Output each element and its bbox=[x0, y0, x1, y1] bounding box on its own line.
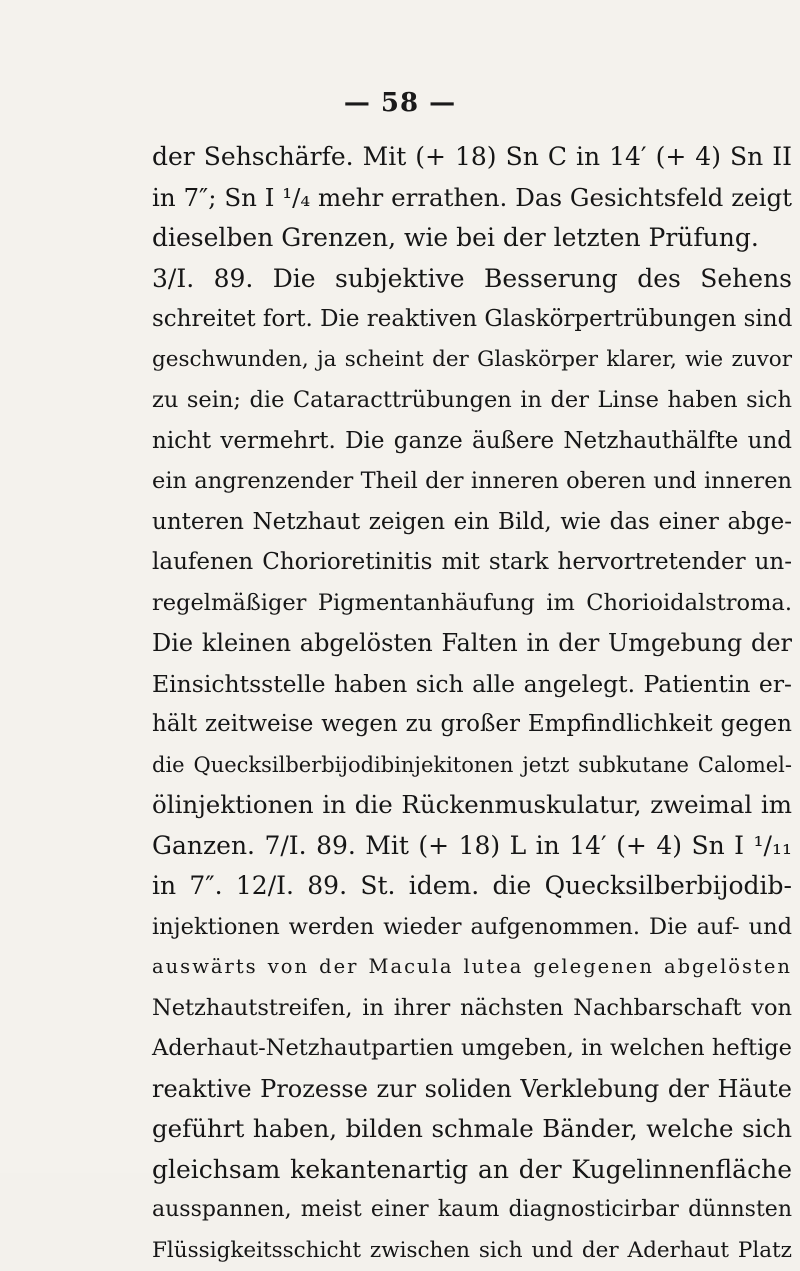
text-line: geschwunden, ja scheint der Glaskörper klarer, wie zuvor bbox=[152, 340, 792, 381]
text-line: die Quecksilberbijodibinjekitonen jetzt subkutane Calomel- bbox=[152, 745, 792, 786]
text-line: ölinjektionen in die Rückenmuskulatur, zweimal im bbox=[152, 785, 792, 826]
text-line: Netzhautstreifen, in ihrer nächsten Nachbarschaft von bbox=[152, 988, 792, 1029]
text-line: gleichsam kekantenartig an der Kugelinnenfläche bbox=[152, 1150, 792, 1191]
text-line: ausspannen, meist einer kaum diagnosticirbar dünnsten bbox=[152, 1190, 792, 1231]
text-line: der Sehschärfe. Mit (+ 18) Sn C in 14′ (+ 4) Sn II bbox=[152, 137, 792, 178]
text-line: injektionen werden wieder aufgenommen. Die auf- und bbox=[152, 907, 792, 948]
text-line: Die kleinen abgelösten Falten in der Umgebung der bbox=[152, 623, 792, 664]
text-line: Aderhaut-Netzhautpartien umgeben, in welchen heftige bbox=[152, 1028, 792, 1069]
text-line: dieselben Grenzen, wie bei der letzten Prüfung. bbox=[152, 218, 792, 259]
text-line: schreitet fort. Die reaktiven Glaskörpertrübungen sind bbox=[152, 299, 792, 340]
page-number: — 58 — bbox=[0, 88, 800, 118]
text-line: Einsichtsstelle haben sich alle angelegt. Patientin er- bbox=[152, 664, 792, 705]
text-line: unteren Netzhaut zeigen ein Bild, wie das einer abge- bbox=[152, 502, 792, 543]
text-line: zu sein; die Cataracttrübungen in der Linse haben sich bbox=[152, 380, 792, 421]
text-line: regelmäßiger Pigmentanhäufung im Chorioidalstroma. bbox=[152, 583, 792, 624]
text-line: nicht vermehrt. Die ganze äußere Netzhauthälfte und bbox=[152, 421, 792, 462]
text-line: in 7″; Sn I ¹/₄ mehr errathen. Das Gesichtsfeld zeigt bbox=[152, 178, 792, 219]
text-line: laufenen Chorioretinitis mit stark hervortretender un- bbox=[152, 542, 792, 583]
text-line: Flüssigkeitsschicht zwischen sich und der Aderhaut Platz bbox=[152, 1231, 792, 1271]
body-text bbox=[152, 137, 792, 1271]
text-line: ein angrenzender Theil der inneren oberen und inneren bbox=[152, 461, 792, 502]
text-line: in 7″. 12/I. 89. St. idem. die Quecksilberbijodib- bbox=[152, 866, 792, 907]
text-line: 3/I. 89. Die subjektive Besserung des Sehens bbox=[152, 259, 792, 300]
text-line: auswärts von der Macula lutea gelegenen abgelösten bbox=[152, 947, 792, 988]
text-line: geführt haben, bilden schmale Bänder, welche sich bbox=[152, 1109, 792, 1150]
text-line: reaktive Prozesse zur soliden Verklebung der Häute bbox=[152, 1069, 792, 1110]
text-line: Ganzen. 7/I. 89. Mit (+ 18) L in 14′ (+ 4) Sn I ¹/₁₁ bbox=[152, 826, 792, 867]
text-line: hält zeitweise wegen zu großer Empfindlichkeit gegen bbox=[152, 704, 792, 745]
